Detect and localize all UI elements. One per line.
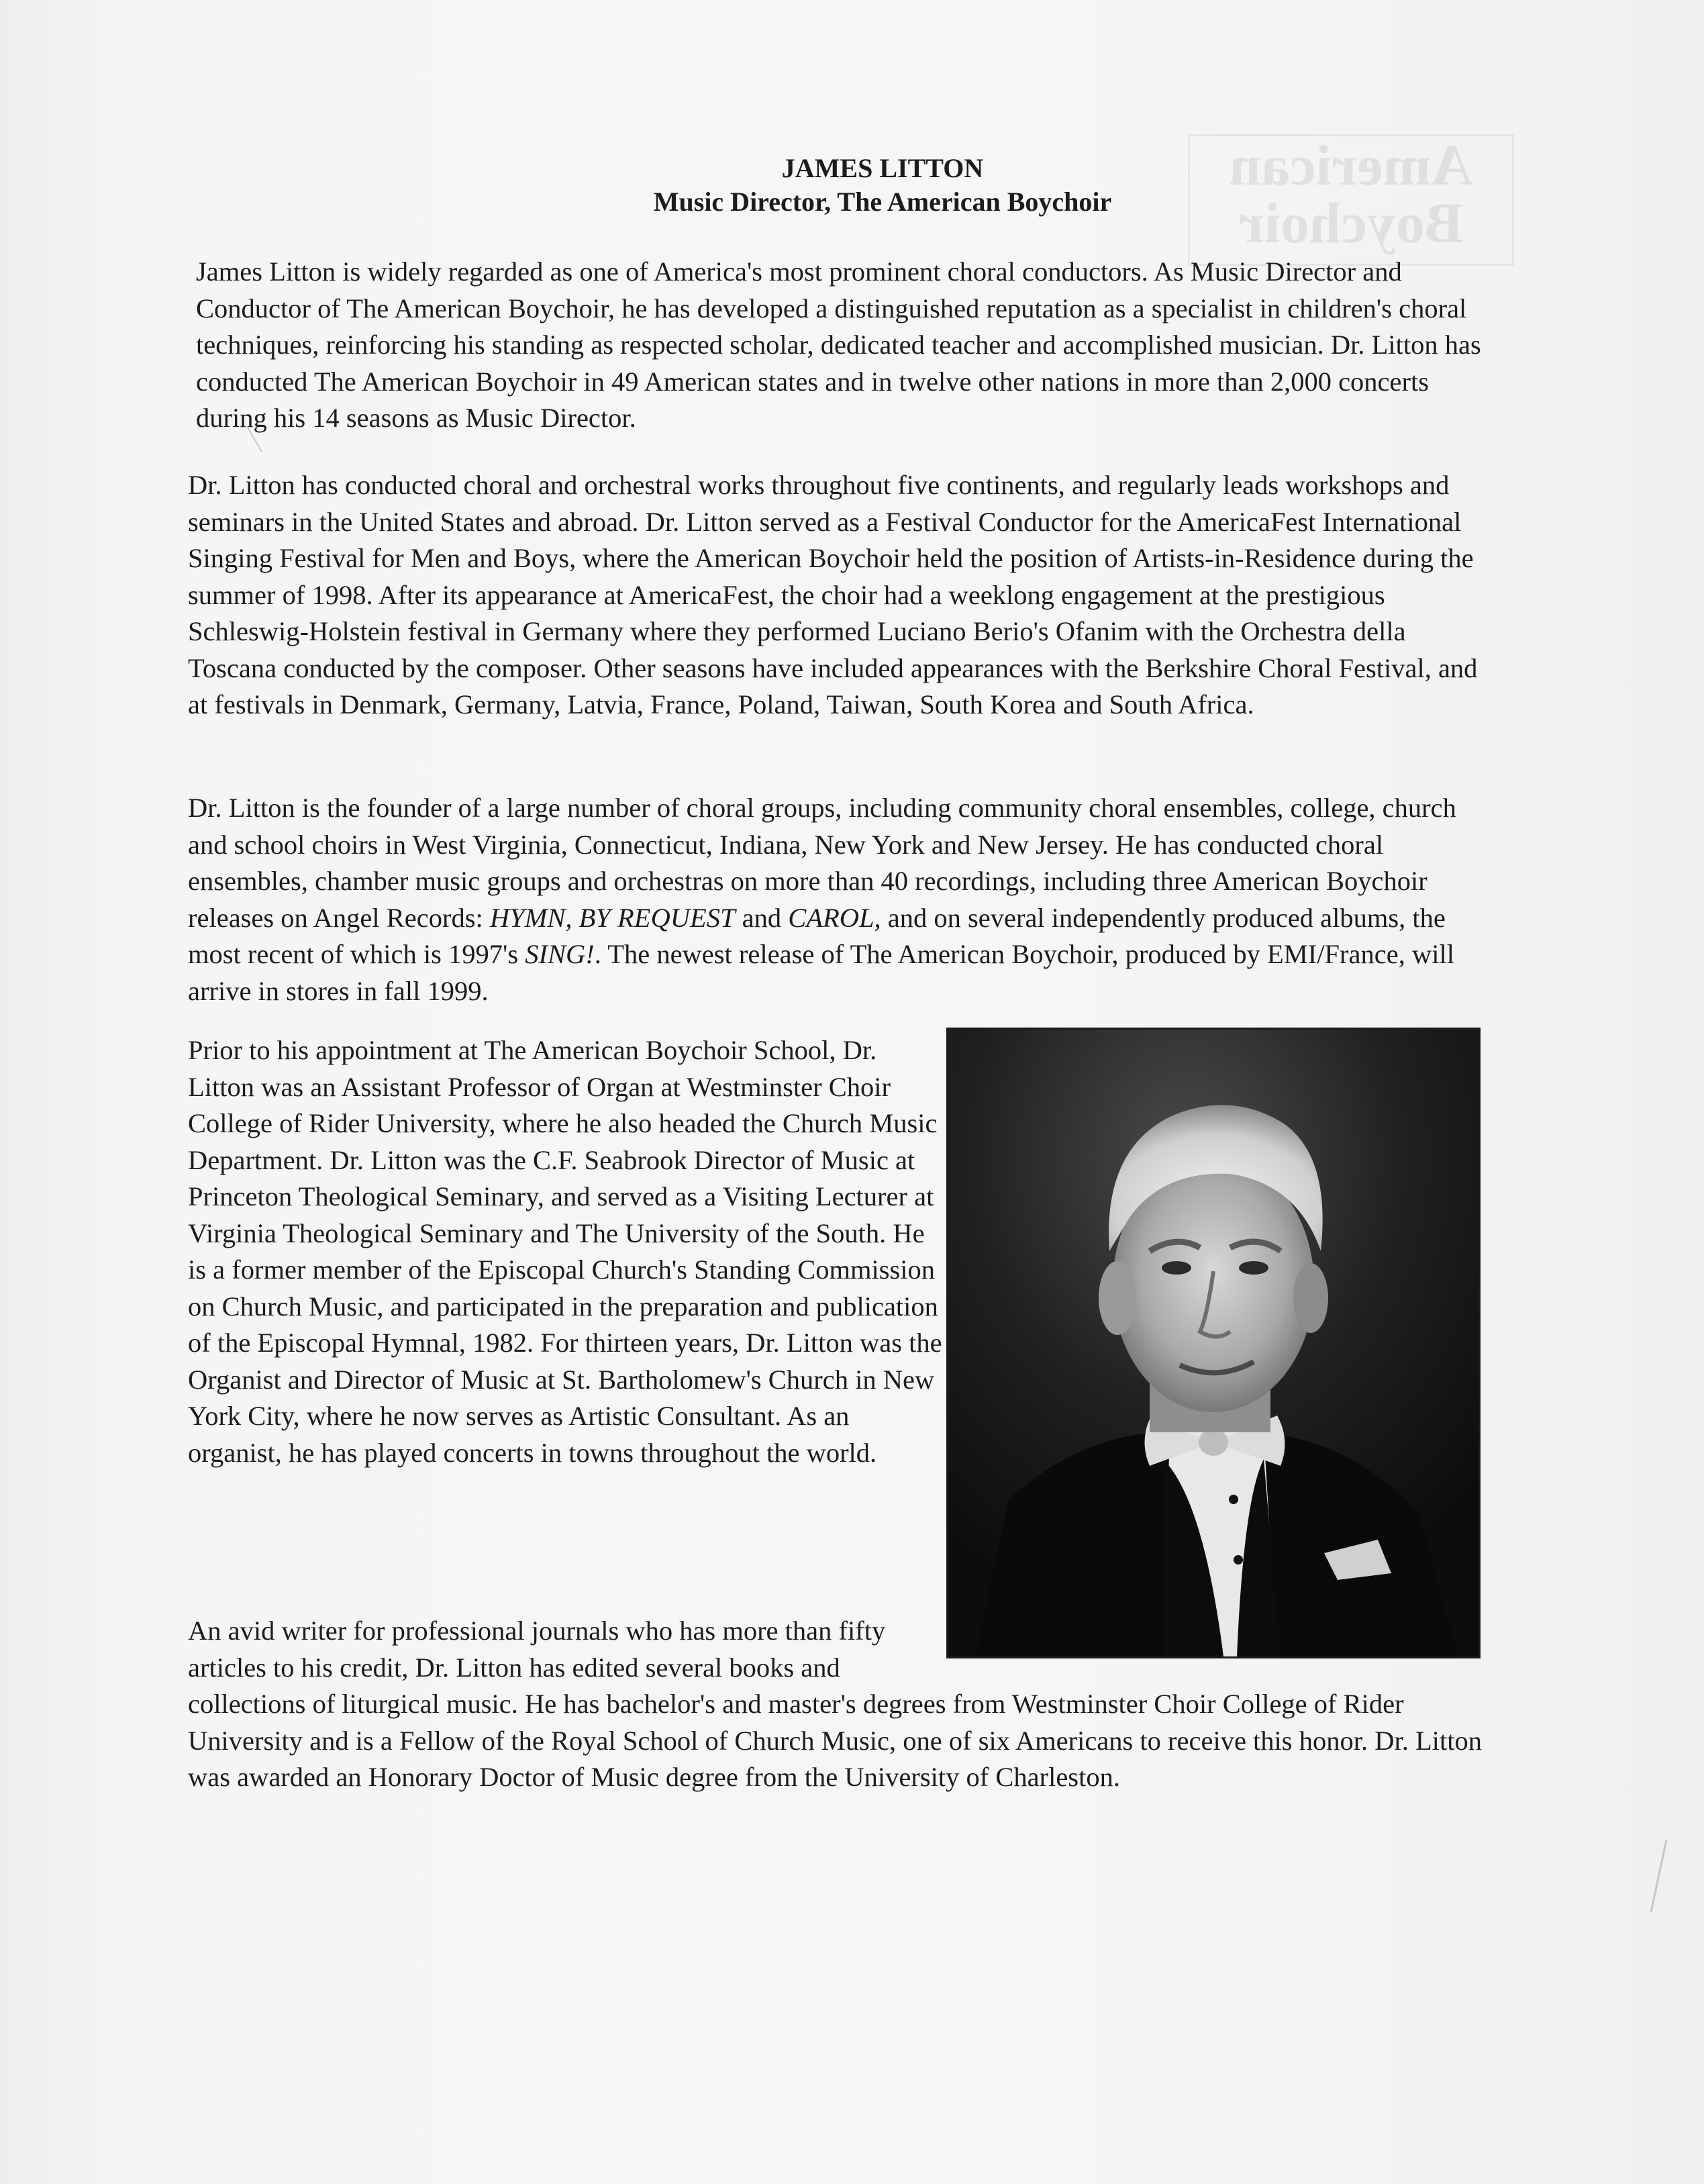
page-title: JAMES LITTON: [781, 153, 984, 183]
pencil-mark: [1650, 1840, 1668, 1912]
bleed-through-text: [174, 1785, 1450, 2054]
album-title: HYMN, BY REQUEST: [489, 902, 736, 933]
album-title: CAROL,: [788, 902, 881, 933]
bio-paragraph-recordings: [188, 790, 1487, 1009]
album-title: SING!: [525, 939, 595, 969]
page-subtitle: Music Director, The American Boychoir: [653, 187, 1112, 217]
bio-paragraph-conducting: Dr. Litton has conducted choral and orchestral works throughout five continents, and regularly leads workshops and seminars in the United States and abroad. Dr. Litton served as a Festival Conductor for the AmericaFest International Singing Festival for Men and Boys, where the American Boychoir held the position of Artists-in-Residence during the summer of 1998. After its appearance at AmericaFest, the choir had a weeklong engagement at the prestigious Schleswig-Holstein festival in Germany where they performed Luciano Berio's Ofanim with the Orchestra della Toscana conducted by the composer. Other seasons have included appearances with the Berkshire Choral Festival, and at festivals in Denmark, Germany, Latvia, France, Poland, Taiwan, South Korea and South Africa.: [188, 470, 1478, 719]
portrait-photo: [946, 1028, 1481, 1658]
page-header: [416, 152, 1349, 219]
bio-paragraph-intro: James Litton is widely regarded as one of America's most prominent choral conductors. As Music Director and Conductor of The American Boychoir, he has developed a distinguished reputation as a specialist in children's choral techniques, reinforcing his standing as respected scholar, dedicated teacher and accomplished musician. Dr. Litton has conducted The American Boychoir in 49 American states and in twelve other nations in more than 2,000 concerts during his 14 seasons as Music Director.: [196, 256, 1481, 433]
recordings-text-1: Dr. Litton is the founder of a large number of choral groups, including community choral ensembles, college, church and school choirs in West Virginia, Connecticut, Indiana, New York and New Jersey. He has conducted choral ensembles, chamber music groups and orchestras on more than 40 recordings, including three American Boychoir releases on Angel Records:: [188, 793, 1456, 933]
recordings-text-2: and on several independently produced albums, the most recent of which is 1997's: [188, 902, 1446, 969]
bleed-through-logo: American Boychoir: [1188, 134, 1514, 266]
writing-text: An avid writer for professional journals who has more than fifty articles to his credit, Dr. Litton has edited several books and collections of liturgical music. He has bachelor's and master's degrees from Westminster Choir College of Rider University and is a Fellow of the Royal School of Church Music, one of six Americans to receive this honor. Dr. Litton was awarded an Honorary Doctor of Music degree from the University of Charleston.: [188, 1616, 1482, 1792]
bio-paragraph-writing: [188, 1613, 1487, 1796]
recordings-text-and: and: [735, 902, 789, 933]
bio-paragraph-career: Prior to his appointment at The American Boychoir School, Dr. Litton was an Assistant Professor of Organ at Westminster Choir College of Rider University, where he also headed the Church Music Department. Dr. Litton was the C.F. Seabrook Director of Music at Princeton Theological Seminary, and served as a Visiting Lecturer at Virginia Theological Seminary and The University of the South. He is a former member of the Episcopal Church's Standing Commission on Church Music, and participated in the preparation and publication of the Episcopal Hymnal, 1982. For thirteen years, Dr. Litton was the Organist and Director of Music at St. Bartholomew's Church in New York City, where he now serves as Artistic Consultant. As an organist, he has played concerts in towns throughout the world.: [188, 1035, 942, 1468]
recordings-text-3: . The newest release of The American Boychoir, produced by EMI/France, will arrive in stores in fall 1999.: [188, 939, 1454, 1006]
